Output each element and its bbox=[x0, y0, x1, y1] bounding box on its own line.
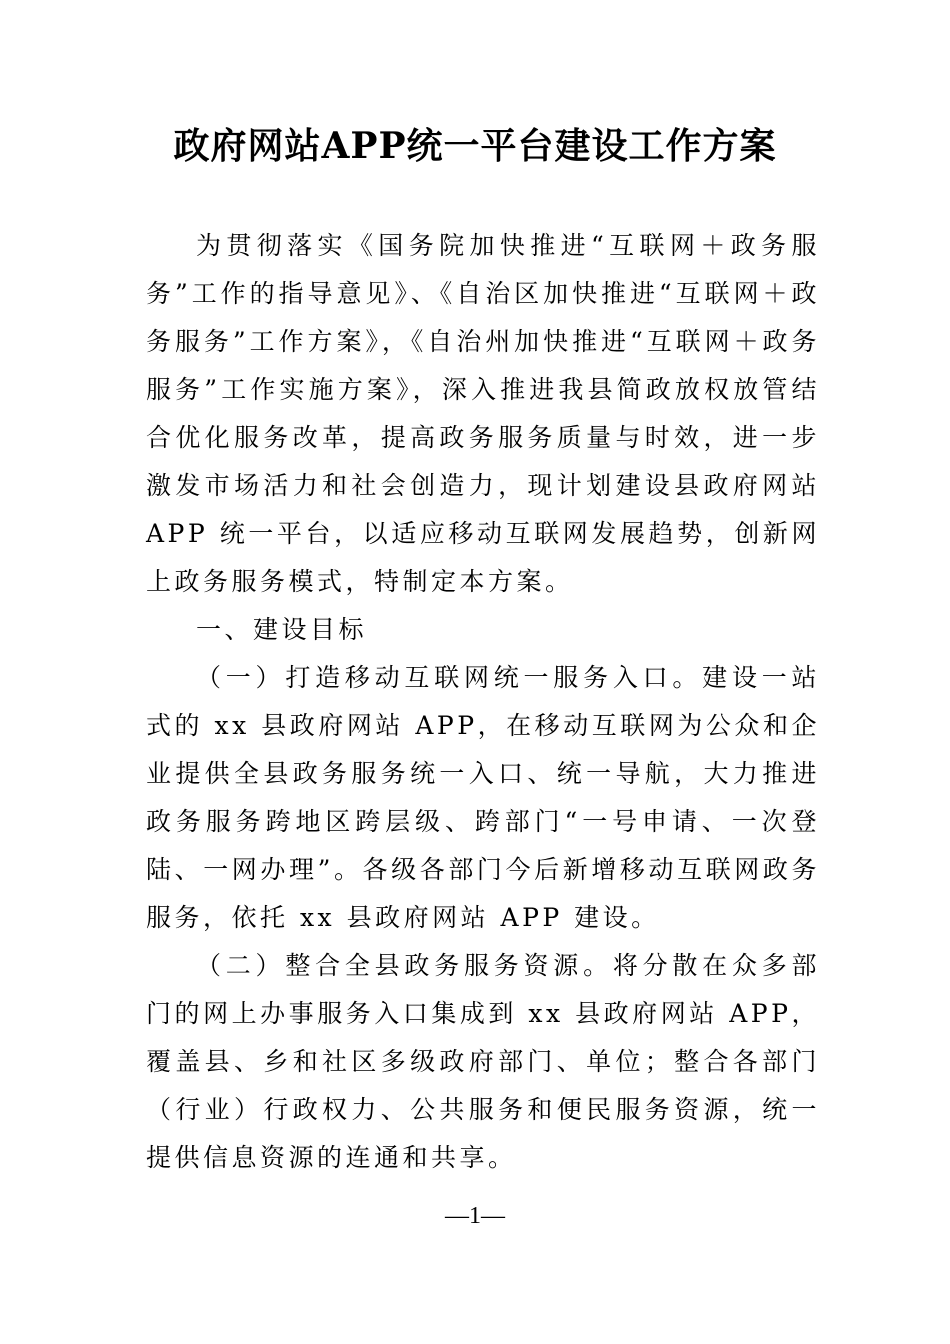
intro-paragraph: 为贯彻落实《国务院加快推进“互联网＋政务服务”工作的指导意见》、《自治区加快推进“互联网＋政务服务”工作方案》，《自治州加快推进“互联网＋政务服务”工作实施方案》，深入推进我县简政放权放管结合优化服务改革，提高政务服务质量与时效，进一步激发市场活力和社会创造力，现计划建设县政府网站 APP 统一平台，以适应移动互联网发展趋势，创新网上政务服务模式，特制定本方案。 bbox=[146, 231, 820, 596]
paragraph-item-1: （一）打造移动互联网统一服务入口。建设一站式的 xx 县政府网站 APP，在移动互联网为公众和企业提供全县政务服务统一入口、统一导航，大力推进政务服务跨地区跨层级、跨部门“一号申请、一次登陆、一网办理”。各级各部门今后新增移动互联网政务服务，依托 xx 县政府网站 APP 建设。 bbox=[146, 663, 820, 932]
section-heading: 一、建设目标 bbox=[196, 615, 368, 644]
document-body bbox=[146, 222, 820, 1182]
document-title: 政府网站APP统一平台建设工作方案 bbox=[173, 125, 777, 167]
paragraph-item-2: （二）整合全县政务服务资源。将分散在众多部门的网上办事服务入口集成到 xx 县政府网站 APP，覆盖县、乡和社区多级政府部门、单位；整合各部门（行业）行政权力、公共服务和便民服务资源，统一提供信息资源的连通和共享。 bbox=[146, 951, 820, 1172]
page-number: —1— bbox=[445, 1203, 505, 1229]
